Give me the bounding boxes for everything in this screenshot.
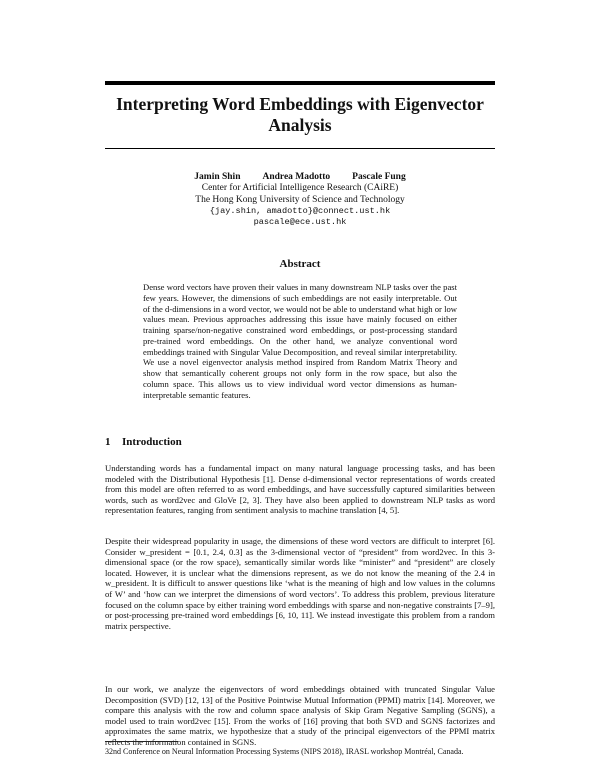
body-paragraph: Despite their widespread popularity in usage, the dimensions of these word vectors are difficult to interpret [6]. Consider w_president = [0.1, 2.4, 0.3] as the 3-dimensional vector of “president” from word2vec. In this 3-dimensional space (or the row space), semantically similar words like “minister” and “president” are closely located. However, it is unclear what the dimensions represent, as we do not know the meaning of the 2.4 in w_president. It is difficult to answer questions like ‘what is the meaning of high and low values in the columns of W’ and ‘how can we interpret the dimensions of word vectors’. To address this problem, previous literature focused on the column space by either training word embeddings with sparse and non-negative constraints [7–9], or post-processing pre-trained word embeddings [6, 10, 11]. We instead investigate this problem from a random matrix perspective. bbox=[105, 536, 495, 631]
author-name: Andrea Madotto bbox=[262, 172, 331, 182]
author-name: Jamin Shin bbox=[194, 172, 241, 182]
section-title: Introduction bbox=[122, 436, 182, 448]
abstract-text: Dense word vectors have proven their values in many downstream NLP tasks over the past few years. However, the dimensions of such embeddings are not easily interpretable. Out of the d-dimensions in a word vector, we would not be able to understand what high or low values mean. Previous approaches addressing this issue have mainly focused on either training sparse/non-negative constrained word embeddings, or post-processing standard pre-trained word embeddings. On the other hand, we analyze conventional word embeddings trained with Singular Value Decomposition, and reveal similar interpretability. We use a novel eigenvector analysis method inspired from Random Matrix Theory and show that semantically coherent groups not only form in the row space, but also the column space. This allows us to view individual word vector dimensions as human-interpretable semantic features. bbox=[143, 282, 457, 400]
author-names bbox=[105, 172, 495, 183]
paper-title: Interpreting Word Embeddings with Eigenvector Analysis bbox=[116, 94, 484, 135]
conference-footnote: 32nd Conference on Neural Information Processing Systems (NIPS 2018), IRASL workshop Montréal, Canada. bbox=[105, 747, 464, 756]
affiliation: Center for Artificial Intelligence Research (CAiRE) bbox=[201, 183, 399, 194]
footnote-rule bbox=[105, 741, 178, 742]
author-email: pascale@ece.ust.hk bbox=[253, 217, 347, 228]
abstract-heading: Abstract bbox=[279, 258, 321, 270]
author-email: {jay.shin, amadotto}@connect.ust.hk bbox=[209, 205, 391, 216]
author-name: Pascale Fung bbox=[352, 172, 406, 182]
title-bottom-rule bbox=[105, 148, 495, 149]
title-top-rule bbox=[105, 81, 495, 85]
institution: The Hong Kong University of Science and Technology bbox=[195, 194, 405, 205]
body-paragraph: Understanding words has a fundamental impact on many natural language processing tasks, and has been modeled with the Distributional Hypothesis [1]. Dense d-dimensional vector representations of words created from this model are often referred to as word embeddings, and have successfully captured similarities between words, such as word2vec and GloVe [2, 3]. They have also been applied to downstream NLP tasks as word representation features, ranging from sentiment analysis to machine translation [4, 5]. bbox=[105, 463, 495, 516]
section-number: 1 bbox=[105, 436, 111, 448]
section-heading bbox=[105, 436, 182, 448]
body-paragraph: In our work, we analyze the eigenvectors of word embeddings obtained with truncated Singular Value Decomposition (SVD) [12, 13] of the Positive Pointwise Mutual Information (PPMI) matrix [14]. Moreover, we compare this analysis with the row and column space analysis of Skip Gram Negative Sampling (SGNS), a model used to train word2vec [15]. From the works of [16] proving that both SVD and SGNS factorizes and approximates the same matrix, we hypothesize that a study of the principal eigenvectors of the PPMI matrix reflects the information contained in SGNS. bbox=[105, 684, 495, 747]
author-block bbox=[105, 172, 495, 228]
